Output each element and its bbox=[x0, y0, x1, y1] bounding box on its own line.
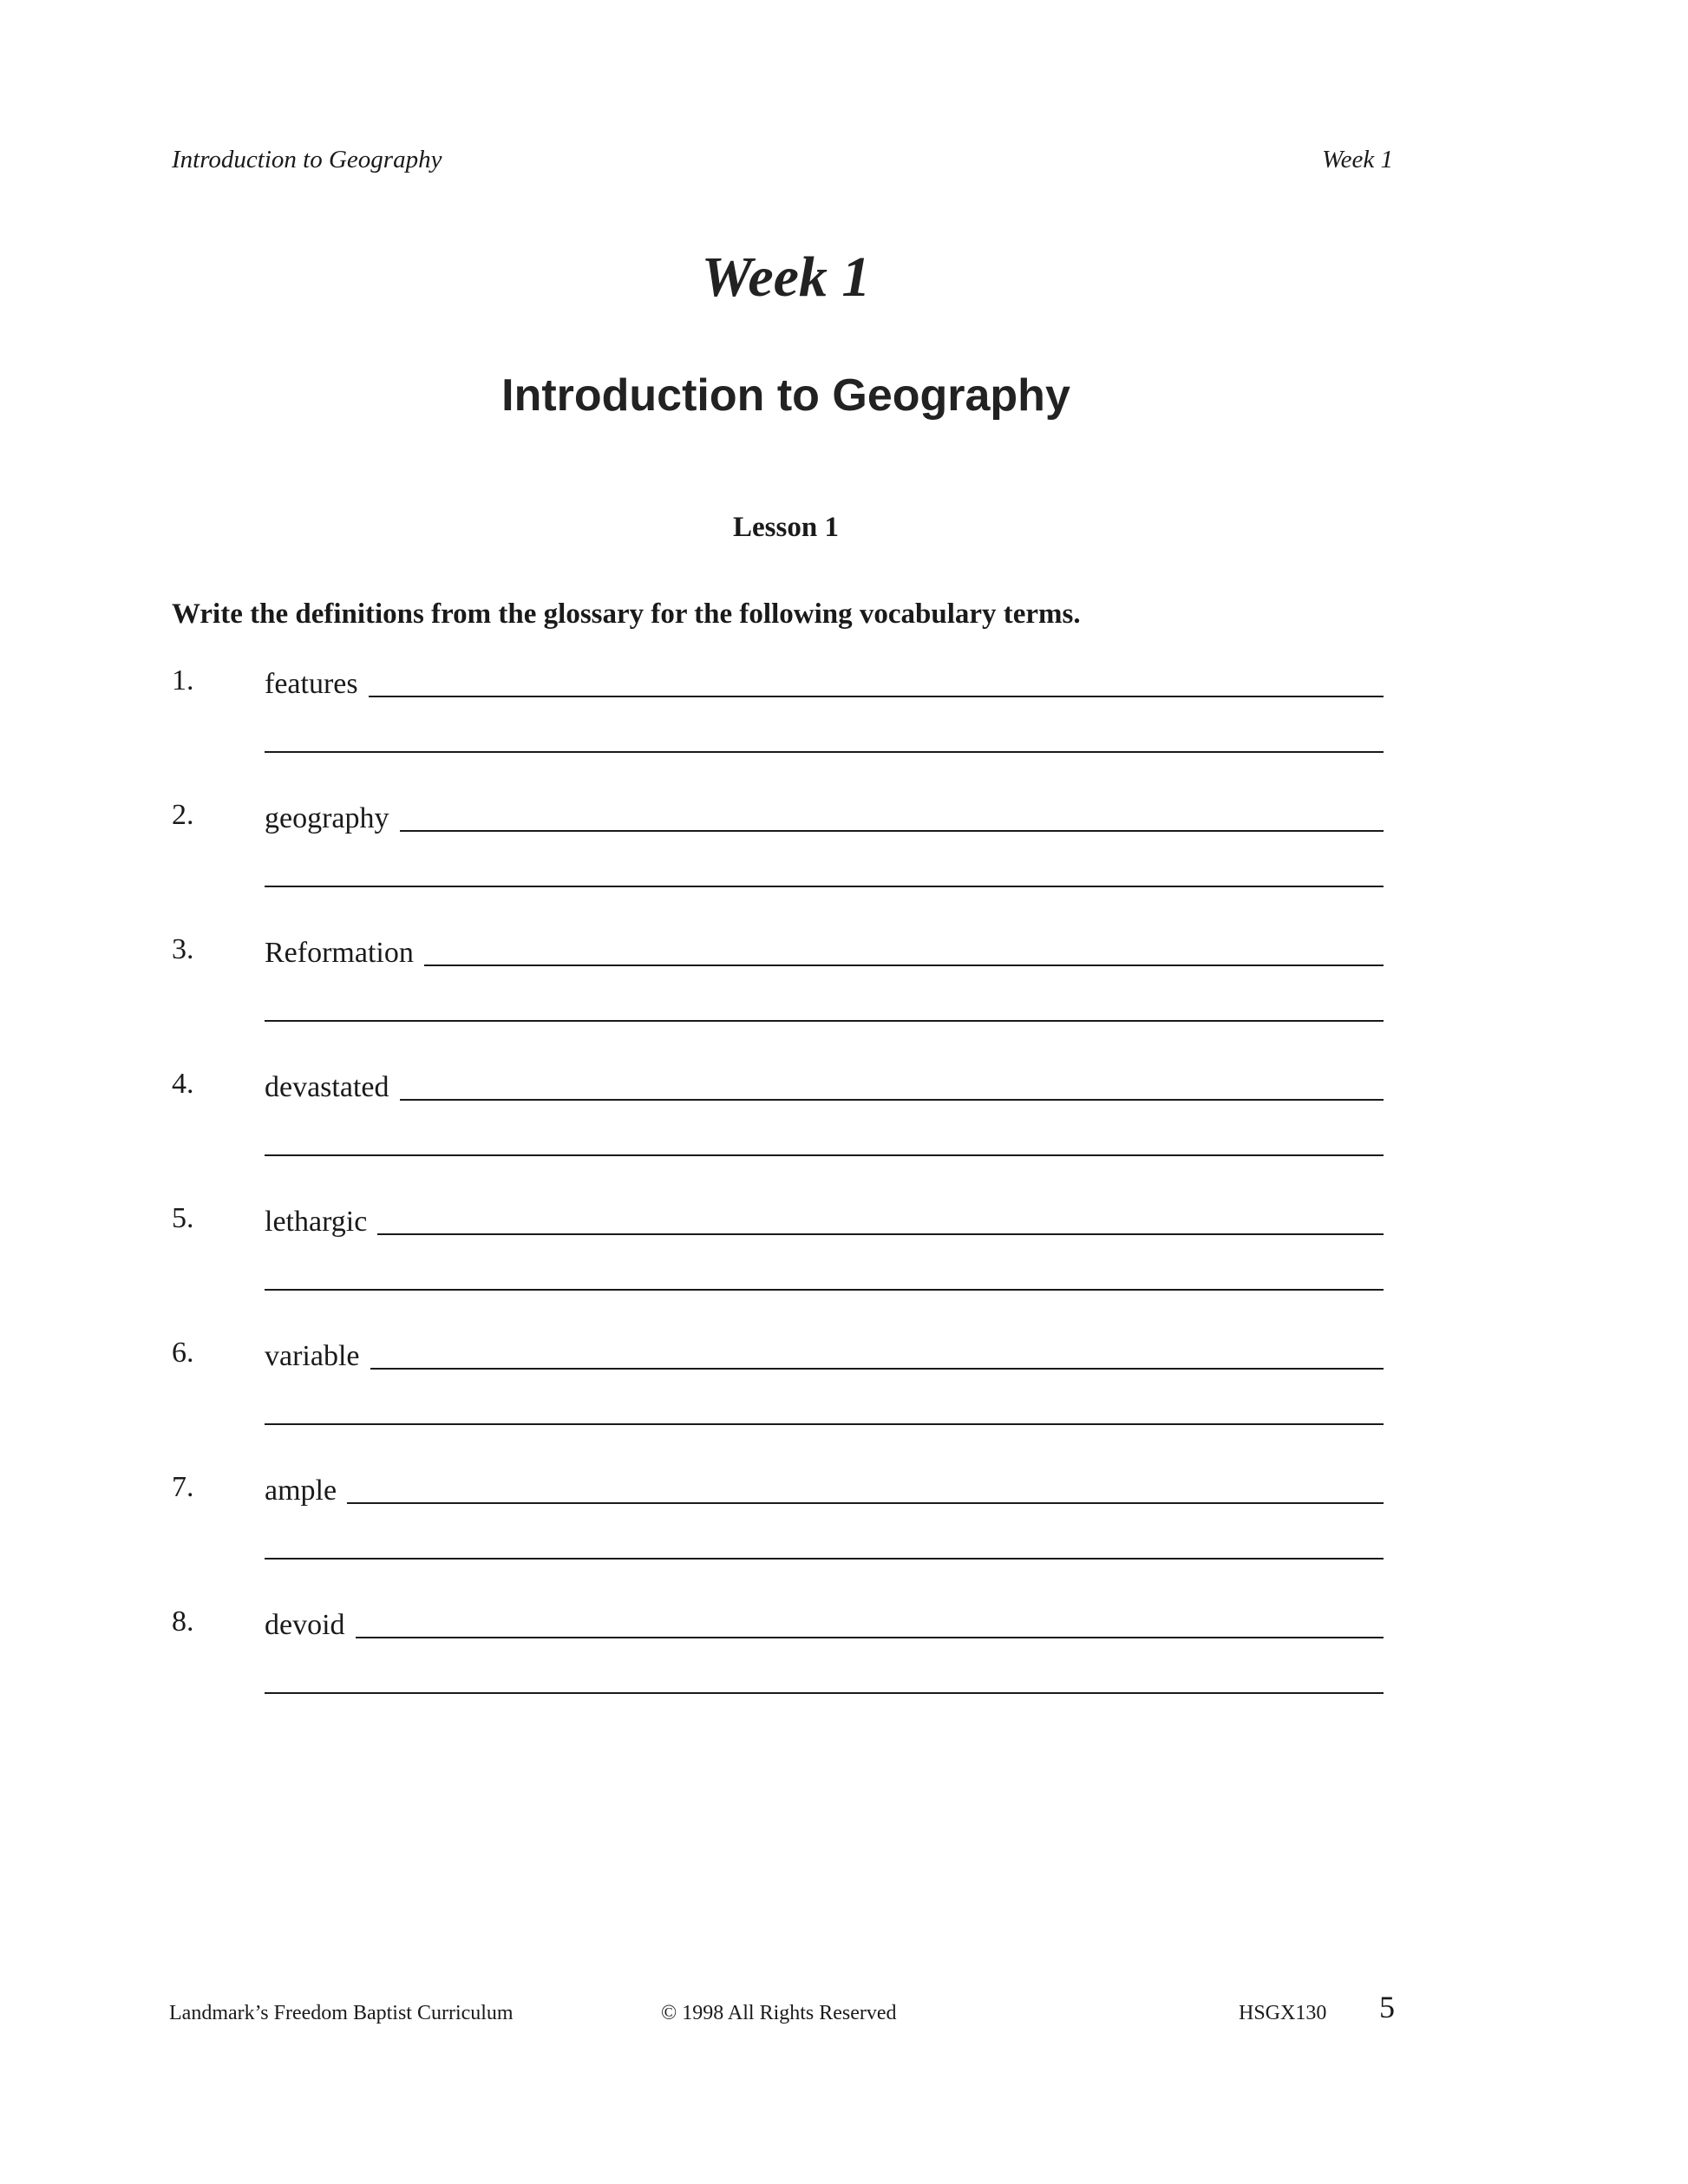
item-number: 2. bbox=[172, 799, 194, 831]
item-number: 5. bbox=[172, 1202, 194, 1234]
footer-publisher: Landmark’s Freedom Baptist Curriculum bbox=[169, 2002, 514, 2024]
page-number: 5 bbox=[1379, 1990, 1395, 2024]
vocabulary-term: geography bbox=[265, 802, 389, 834]
answer-blank[interactable] bbox=[347, 1471, 1384, 1504]
item-number: 7. bbox=[172, 1471, 194, 1503]
answer-blank[interactable] bbox=[370, 1337, 1384, 1370]
definition-line bbox=[265, 1202, 1384, 1239]
item-number: 8. bbox=[172, 1605, 194, 1638]
answer-blank[interactable] bbox=[369, 664, 1384, 697]
week-title: Week 1 bbox=[701, 245, 871, 309]
vocabulary-list bbox=[0, 659, 1688, 1735]
instructions: Write the definitions from the glossary for the following vocabulary terms. bbox=[172, 598, 1081, 630]
running-head-right: Week 1 bbox=[1322, 146, 1393, 173]
answer-blank-continuation[interactable] bbox=[265, 1423, 1384, 1425]
definition-line bbox=[265, 1337, 1384, 1373]
definition-line bbox=[265, 1605, 1384, 1642]
definition-line bbox=[265, 664, 1384, 701]
item-number: 1. bbox=[172, 664, 194, 696]
vocabulary-term: variable bbox=[265, 1340, 360, 1372]
item-number: 3. bbox=[172, 933, 194, 965]
answer-blank[interactable] bbox=[377, 1202, 1384, 1235]
definition-line bbox=[265, 1068, 1384, 1104]
vocabulary-item bbox=[0, 1063, 1688, 1197]
vocabulary-term: devastated bbox=[265, 1071, 389, 1103]
vocabulary-item bbox=[0, 1197, 1688, 1331]
vocabulary-item bbox=[0, 1331, 1688, 1466]
footer-copyright: © 1998 All Rights Reserved bbox=[661, 2002, 897, 2024]
item-number: 6. bbox=[172, 1337, 194, 1369]
definition-line bbox=[265, 1471, 1384, 1507]
footer-course-code: HSGX130 bbox=[1239, 2002, 1327, 2024]
unit-title: Introduction to Geography bbox=[501, 370, 1070, 421]
vocabulary-term: features bbox=[265, 668, 358, 700]
lesson-title: Lesson 1 bbox=[733, 512, 839, 543]
vocabulary-term: lethargic bbox=[265, 1206, 368, 1238]
definition-line bbox=[265, 933, 1384, 970]
answer-blank-continuation[interactable] bbox=[265, 1154, 1384, 1156]
answer-blank[interactable] bbox=[356, 1605, 1384, 1638]
answer-blank-continuation[interactable] bbox=[265, 1020, 1384, 1022]
vocabulary-term: devoid bbox=[265, 1609, 345, 1641]
vocabulary-item bbox=[0, 794, 1688, 928]
answer-blank-continuation[interactable] bbox=[265, 1558, 1384, 1560]
vocabulary-item bbox=[0, 1466, 1688, 1600]
answer-blank-continuation[interactable] bbox=[265, 1289, 1384, 1291]
item-number: 4. bbox=[172, 1068, 194, 1100]
answer-blank-continuation[interactable] bbox=[265, 1692, 1384, 1694]
answer-blank[interactable] bbox=[400, 1068, 1384, 1101]
vocabulary-term: Reformation bbox=[265, 937, 414, 969]
answer-blank[interactable] bbox=[424, 933, 1384, 966]
vocabulary-item bbox=[0, 659, 1688, 794]
answer-blank-continuation[interactable] bbox=[265, 886, 1384, 887]
vocabulary-item bbox=[0, 1600, 1688, 1735]
definition-line bbox=[265, 799, 1384, 835]
vocabulary-item bbox=[0, 928, 1688, 1063]
answer-blank[interactable] bbox=[400, 799, 1384, 832]
answer-blank-continuation[interactable] bbox=[265, 751, 1384, 753]
running-head-left: Introduction to Geography bbox=[172, 146, 442, 173]
vocabulary-term: ample bbox=[265, 1475, 337, 1507]
